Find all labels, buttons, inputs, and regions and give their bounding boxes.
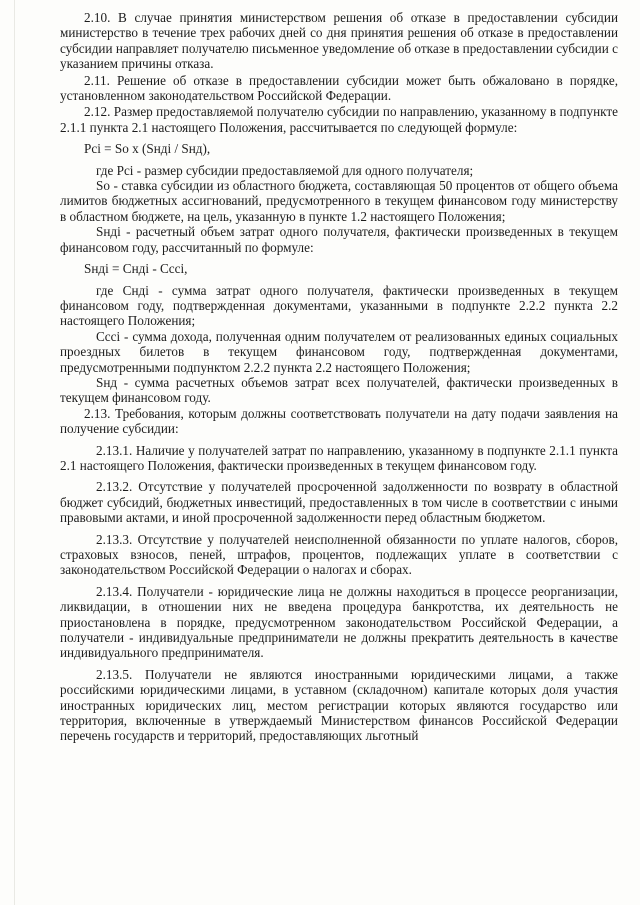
definition-cndi: где Cнді - сумма затрат одного получателя, фактически произведенных в текущем финансовом году, подтвержденная документами, указанными в подпункте 2.2.2 пункта 2.2 настоящего Положения; (60, 282, 618, 329)
paragraph-2-13-3: 2.13.3. Отсутствие у получателей неисполненной обязанности по уплате налогов, сборов, страховых взносов, пеней, штрафов, процентов, подлежащих уплате в соответствии с законодательством Российской Федерации о налогах и сборах. (60, 531, 618, 578)
subsidy-formula: Pci = So x (Sнді / Sнд), (84, 141, 211, 157)
paragraph-2-10: 2.10. В случае принятия министерством решения об отказе в предоставлении субсидии министерство в течение трех рабочих дней со дня принятия решения об отказе в предоставлении субсидии направляет получателю письменное уведомление об отказе в предоставлении субсидии с указанием причины отказа. (60, 10, 618, 72)
definition-pci: где Pci - размер субсидии предоставляемой для одного получателя; (96, 162, 474, 178)
definition-sndi: Sнді - расчетный объем затрат одного получателя, фактически произведенных в текущем финансовом году, рассчитанный по формуле: (60, 224, 618, 255)
paragraph-2-13-5: 2.13.5. Получатели не являются иностранными юридическими лицами, а также российскими юридическими лицами, в уставном (складочном) капитале которых доля участия иностранных юридических лиц, местом регистрации которых являются государство или территория, включенные в утверждаемый Министерством финансов Российской Федерации перечень государств и территорий, предоставляющих льготный (60, 666, 618, 744)
cost-formula: Sнді = Cнді - Ccci, (84, 261, 188, 277)
paragraph-2-13-1: 2.13.1. Наличие у получателей затрат по направлению, указанному в подпункте 2.1.1 пункта 2.1 настоящего Положения, фактически произведенных в текущем финансовом году. (60, 442, 618, 473)
paragraph-2-13: 2.13. Требования, которым должны соответствовать получатели на дату подачи заявления на получение субсидии: (60, 405, 618, 437)
definition-so: So - ставка субсидии из областного бюджета, составляющая 50 процентов от общего объема лимитов бюджетных ассигнований, предусмотренного в текущем финансовом году министерству в областном бюджете, на цель, указанную в пункте 1.2 настоящего Положения; (60, 178, 618, 224)
paragraph-2-11: 2.11. Решение об отказе в предоставлении субсидии может быть обжаловано в порядке, установленном законодательством Российской Федерации. (60, 72, 618, 104)
definition-ccci: Ccci - сумма дохода, полученная одним получателем от реализованных единых социальных проездных билетов в текущем финансовом году, подтвержденная документами, предусмотренными подпунктом 2.2.2 пункта 2.2 настоящего Положения; (60, 328, 618, 375)
definition-snd: Sнд - сумма расчетных объемов затрат всех получателей, фактически произведенных в текущем финансовом году. (60, 374, 618, 406)
paragraph-2-13-2: 2.13.2. Отсутствие у получателей просроченной задолженности по возврату в областной бюджет субсидий, бюджетных инвестиций, предоставленных в том числе в соответствии с иными правовыми актами, и иной просроченной задолженности перед областным бюджетом. (60, 479, 618, 526)
paragraph-2-13-4: 2.13.4. Получатели - юридические лица не должны находиться в процессе реорганизации, ликвидации, в отношении них не введена процедура банкротства, их деятельность не приостановлена в порядке, предусмотренном законодательством Российской Федерации, а получатели - индивидуальные предприниматели не должны прекратить деятельность в качестве индивидуального предпринимателя. (60, 583, 618, 661)
scan-edge-shadow (14, 0, 15, 905)
paragraph-2-12: 2.12. Размер предоставляемой получателю субсидии по направлению, указанному в подпункте 2.1.1 пункта 2.1 настоящего Положения, рассчитывается по следующей формуле: (60, 104, 618, 135)
